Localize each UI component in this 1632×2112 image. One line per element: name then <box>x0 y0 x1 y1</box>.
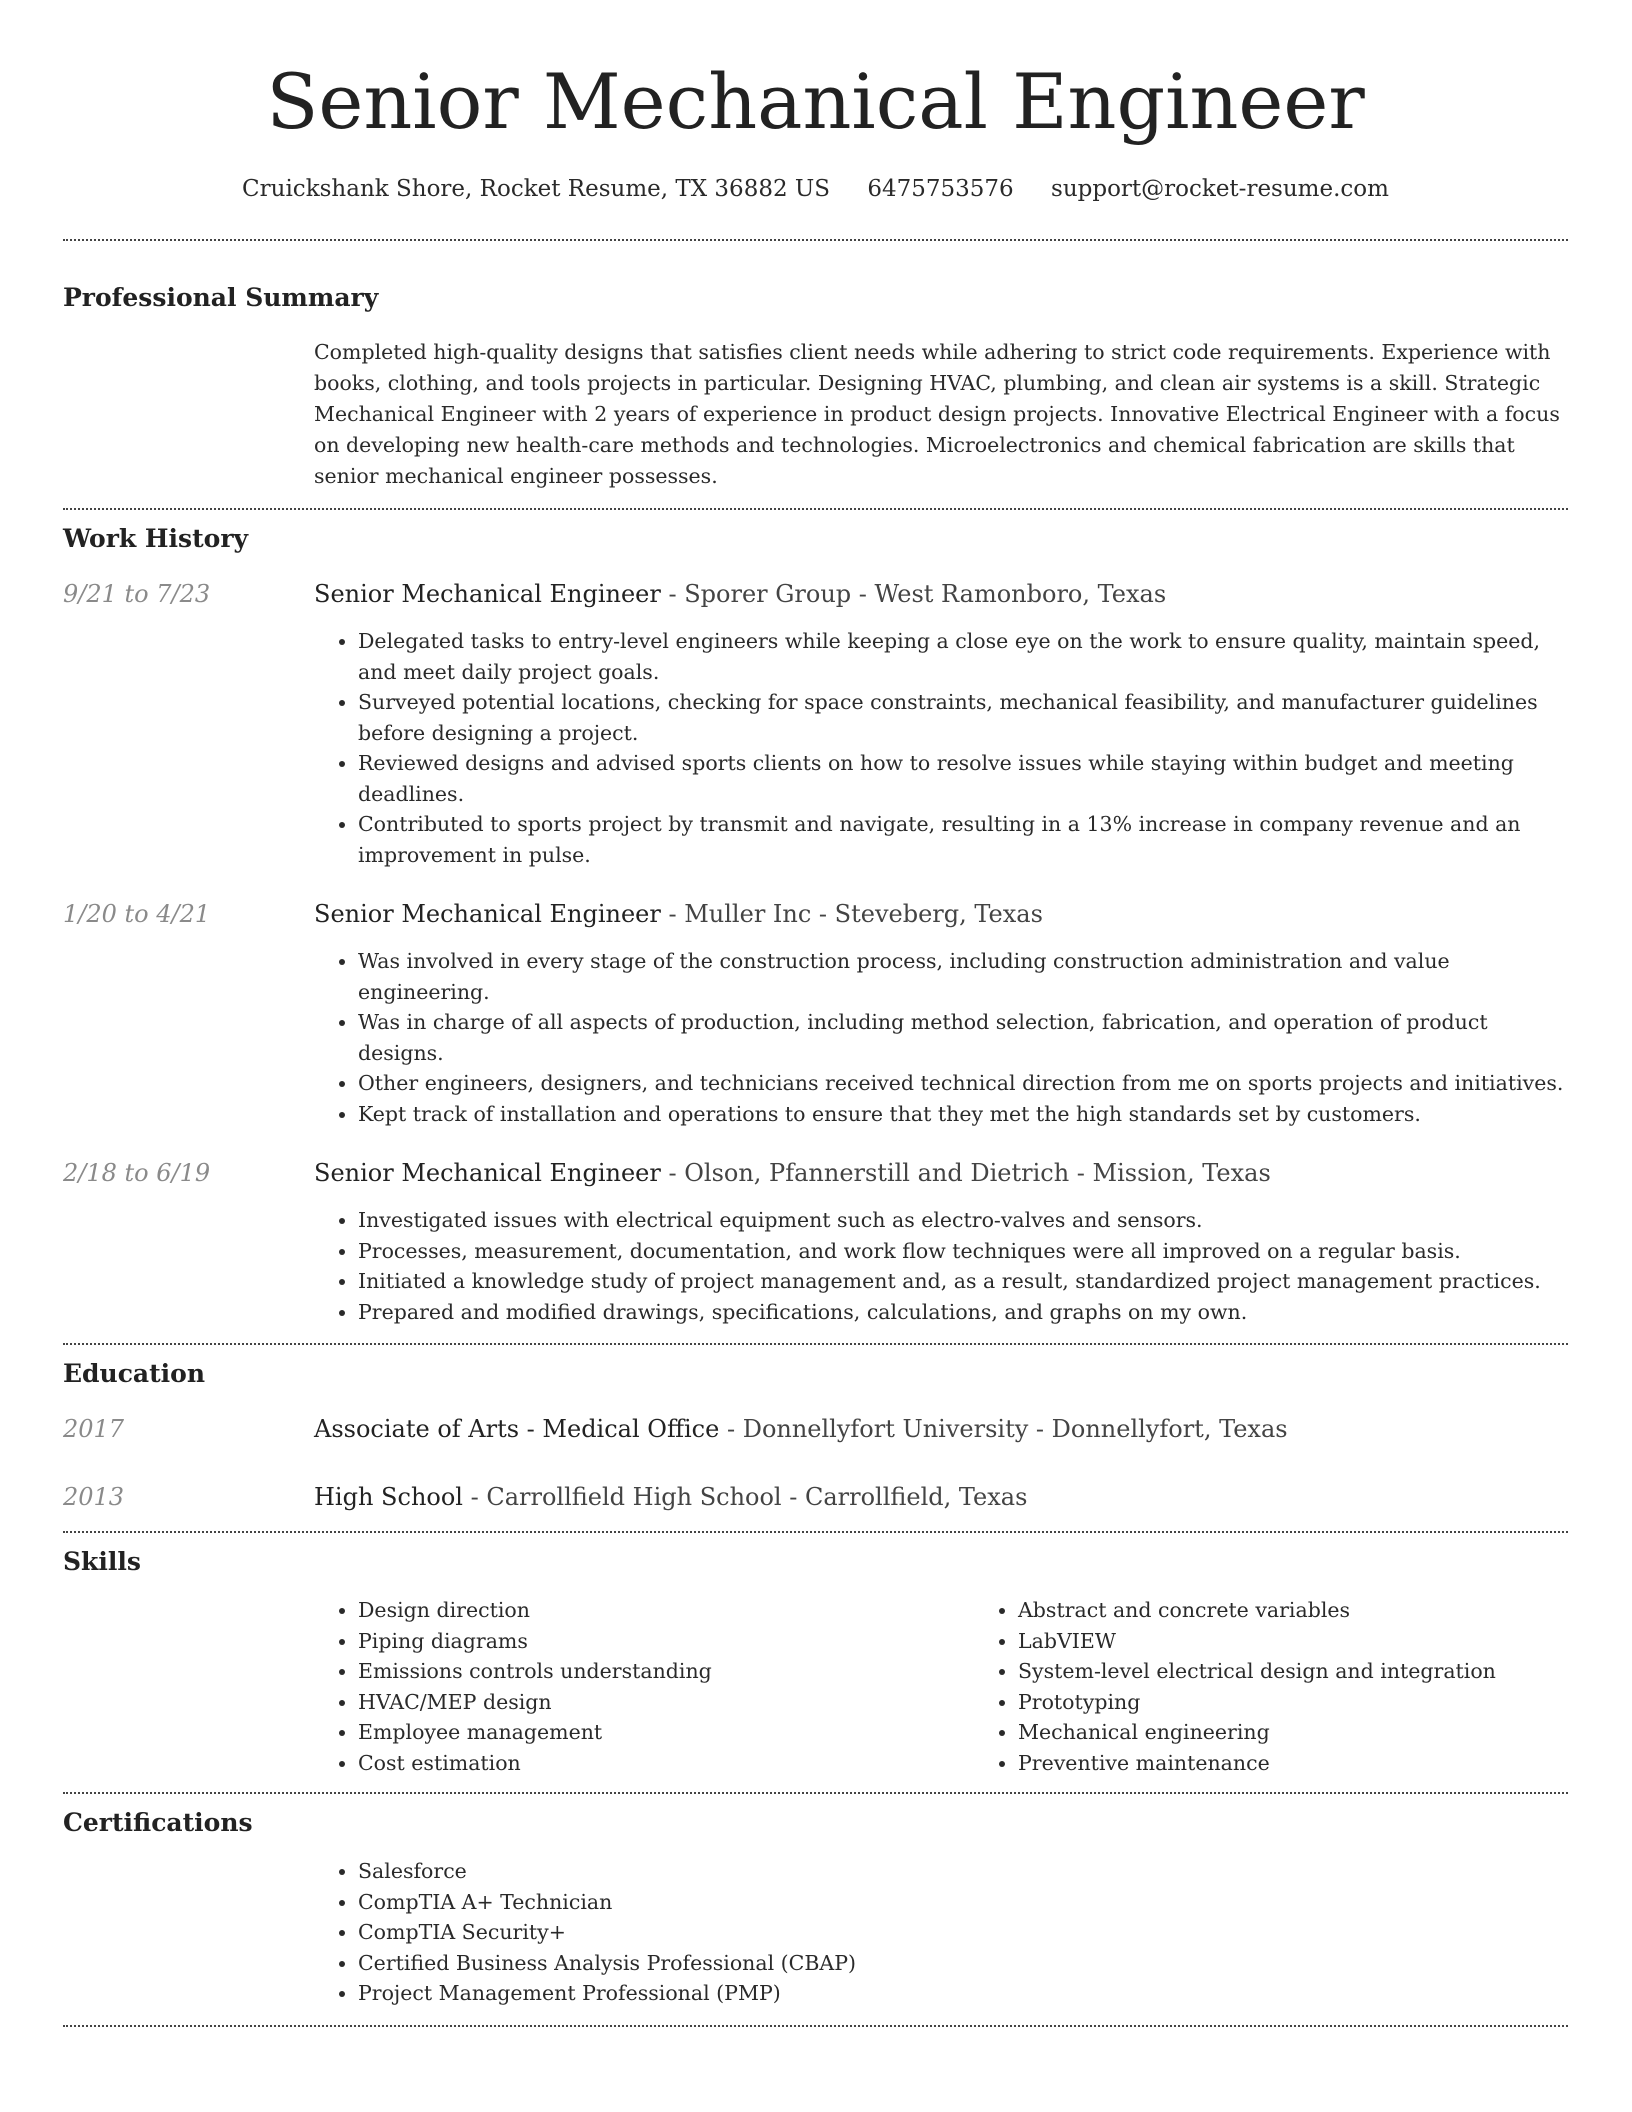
skills-grid <box>314 1595 1632 1778</box>
skills-list-left <box>314 1595 974 1778</box>
section-title-skills: Skills <box>63 1547 141 1576</box>
divider <box>63 1343 1568 1345</box>
skill-item: • System-level electrical design and integration <box>1018 1656 1632 1687</box>
skills-row <box>63 1595 1568 1778</box>
skill-item: • HVAC/MEP design <box>358 1687 974 1718</box>
section-title-summary: Professional Summary <box>63 283 379 312</box>
education-entry <box>63 1481 1568 1513</box>
certification-item: • CompTIA Security+ <box>358 1917 1568 1948</box>
job-bullet: • Investigated issues with electrical equipment such as electro-valves and sensors. <box>358 1205 1568 1236</box>
job-role: Senior Mechanical Engineer <box>314 580 661 608</box>
job-bullet: • Was in charge of all aspects of production, including method selection, fabrication, and operation of product designs. <box>358 1007 1568 1068</box>
job-company: - Olson, Pfannerstill and Dietrich - Mission, Texas <box>660 1159 1271 1187</box>
divider <box>63 1792 1568 1794</box>
education-year: 2017 <box>63 1415 125 1443</box>
job-entry <box>63 578 1568 870</box>
summary-text: Completed high-quality designs that satisfies client needs while adhering to strict code requirements. Experience with books, clothing, and tools projects in particular. Designing HVAC, plumbing, and clean air systems is a skill. Strategic Mechanical Engineer with 2 years of experience in product design projects. Innovative Electrical Engineer with a focus on developing new health-care methods and technologies. Microelectronics and chemical fabrication are skills that senior mechanical engineer possesses. <box>314 340 1560 488</box>
job-bullets <box>314 1205 1568 1327</box>
skill-item: • Emissions controls understanding <box>358 1656 974 1687</box>
job-company: - Sporer Group - West Ramonboro, Texas <box>660 580 1167 608</box>
contact-address: Cruickshank Shore, Rocket Resume, TX 36882 US <box>242 176 831 202</box>
education-degree: High School <box>314 1483 463 1511</box>
divider <box>63 1531 1568 1533</box>
section-title-work-history: Work History <box>63 524 249 553</box>
skill-item: • Cost estimation <box>358 1748 974 1779</box>
job-bullet: • Contributed to sports project by transmit and navigate, resulting in a 13% increase in company revenue and an improvement in pulse. <box>358 809 1568 870</box>
job-bullet: • Prepared and modified drawings, specifications, calculations, and graphs on my own. <box>358 1297 1568 1328</box>
divider <box>63 2025 1568 2027</box>
candidate-name: Senior Mechanical Engineer <box>266 57 1365 146</box>
job-role: Senior Mechanical Engineer <box>314 1159 661 1187</box>
job-bullet: • Initiated a knowledge study of project management and, as a result, standardized project management practices. <box>358 1266 1568 1297</box>
job-bullet: • Reviewed designs and advised sports clients on how to resolve issues while staying within budget and meeting deadlines. <box>358 748 1568 809</box>
job-title <box>314 578 1568 610</box>
job-entry <box>63 898 1568 1129</box>
job-bullet: • Delegated tasks to entry-level engineers while keeping a close eye on the work to ensure quality, maintain speed, and meet daily project goals. <box>358 626 1568 687</box>
skill-item: • LabVIEW <box>1018 1626 1632 1657</box>
job-bullet: • Processes, measurement, documentation, and work flow techniques were all improved on a regular basis. <box>358 1236 1568 1267</box>
job-title <box>314 1157 1568 1189</box>
section-title-education: Education <box>63 1359 206 1388</box>
contact-line <box>63 172 1568 206</box>
job-bullet: • Other engineers, designers, and technicians received technical direction from me on sports projects and initiatives. <box>358 1068 1568 1099</box>
skill-item: • Design direction <box>358 1595 974 1626</box>
skills-list-right <box>974 1595 1632 1778</box>
education-entry <box>63 1413 1568 1445</box>
job-bullet: • Surveyed potential locations, checking for space constraints, mechanical feasibility, and manufacturer guidelines before designing a project. <box>358 687 1568 748</box>
job-dates: 2/18 to 6/19 <box>63 1159 211 1187</box>
skill-item: • Prototyping <box>1018 1687 1632 1718</box>
education-year: 2013 <box>63 1483 125 1511</box>
certifications-list <box>314 1856 1568 2009</box>
divider <box>63 239 1568 241</box>
resume-page <box>63 0 1568 2027</box>
education-degree: Associate of Arts - Medical Office <box>314 1415 720 1443</box>
divider <box>63 508 1568 510</box>
job-dates: 9/21 to 7/23 <box>63 580 211 608</box>
skill-item: • Employee management <box>358 1717 974 1748</box>
job-bullet: • Kept track of installation and operations to ensure that they met the high standards set by customers. <box>358 1099 1568 1130</box>
skill-item: • Piping diagrams <box>358 1626 974 1657</box>
skill-item: • Preventive maintenance <box>1018 1748 1632 1779</box>
job-dates: 1/20 to 4/21 <box>63 900 211 928</box>
job-bullet: • Was involved in every stage of the construction process, including construction administration and value engineering. <box>358 946 1568 1007</box>
certification-item: • Salesforce <box>358 1856 1568 1887</box>
education-title <box>314 1481 1568 1513</box>
summary-row <box>63 337 1568 492</box>
job-title <box>314 898 1568 930</box>
job-role: Senior Mechanical Engineer <box>314 900 661 928</box>
job-bullets <box>314 946 1568 1129</box>
job-company: - Muller Inc - Steveberg, Texas <box>660 900 1043 928</box>
certifications-row <box>63 1856 1568 2009</box>
skill-item: • Mechanical engineering <box>1018 1717 1632 1748</box>
certification-item: • Certified Business Analysis Professional (CBAP) <box>358 1948 1568 1979</box>
education-school: - Carrollfield High School - Carrollfield, Texas <box>462 1483 1028 1511</box>
skill-item: • Abstract and concrete variables <box>1018 1595 1632 1626</box>
contact-phone: 6475753576 <box>867 176 1014 202</box>
education-school: - Donnellyfort University - Donnellyfort, Texas <box>719 1415 1288 1443</box>
education-title <box>314 1413 1568 1445</box>
contact-email: support@rocket-resume.com <box>1051 176 1389 202</box>
job-bullets <box>314 626 1568 870</box>
section-title-certifications: Certifications <box>63 1808 253 1837</box>
job-entry <box>63 1157 1568 1327</box>
certification-item: • Project Management Professional (PMP) <box>358 1978 1568 2009</box>
certification-item: • CompTIA A+ Technician <box>358 1887 1568 1918</box>
